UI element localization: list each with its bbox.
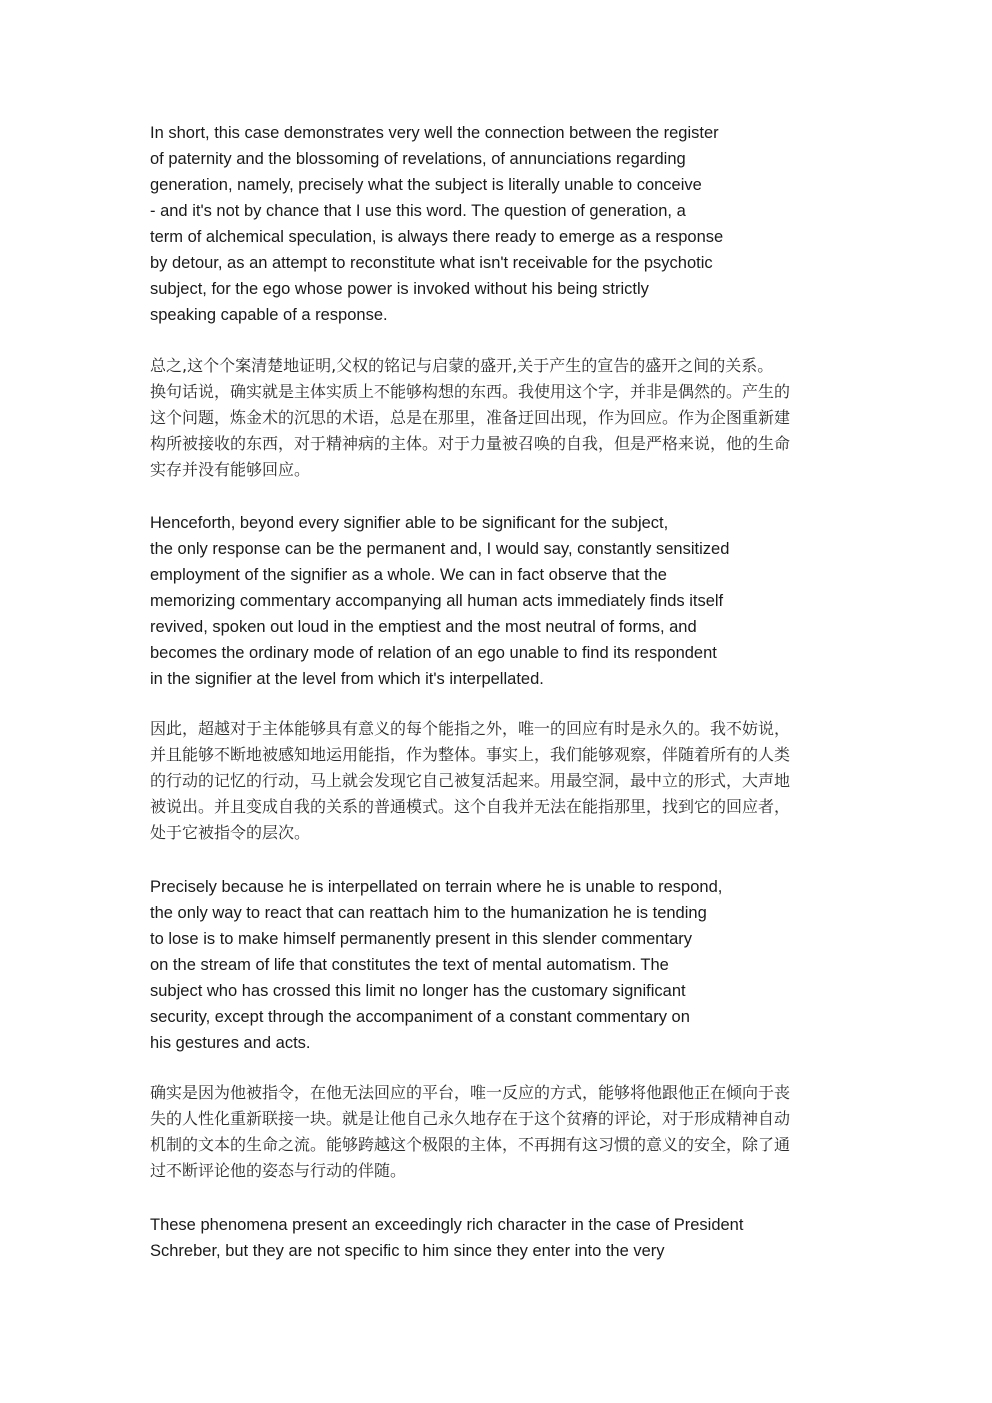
text-line: These phenomena present an exceedingly rich character in the case of President	[150, 1216, 744, 1234]
text-line: becomes the ordinary mode of relation of an ego unable to find its respondent	[150, 644, 717, 662]
text-line: 总之,这个个案清楚地证明,父权的铭记与启蒙的盛开,关于产生的宣告的盛开之间的关系。	[150, 356, 774, 375]
text-line: of paternity and the blossoming of revelations, of annunciations regarding	[150, 150, 686, 168]
text-line: 过不断评论他的姿态与行动的伴随。	[150, 1161, 407, 1180]
text-line: by detour, as an attempt to reconstitute what isn't receivable for the psychotic	[150, 254, 713, 272]
text-line: 处于它被指令的层次。	[150, 823, 311, 842]
text-line: 这个问题，炼金术的沉思的术语，总是在那里，准备迂回出现，作为回应。作为企图重新建	[150, 408, 791, 427]
text-line: subject, for the ego whose power is invoked without his being strictly	[150, 280, 649, 298]
paragraph-zh-3	[150, 1080, 842, 1184]
paragraph-en-2	[150, 510, 840, 692]
text-line: Henceforth, beyond every signifier able to be significant for the subject,	[150, 514, 669, 532]
text-line: - and it's not by chance that I use this word. The question of generation, a	[150, 202, 686, 220]
text-line: the only way to react that can reattach him to the humanization he is tending	[150, 904, 707, 922]
text-line: revived, spoken out loud in the emptiest and the most neutral of forms, and	[150, 618, 697, 636]
paragraph-zh-1	[150, 353, 842, 483]
text-line: generation, namely, precisely what the subject is literally unable to conceive	[150, 176, 702, 194]
paragraph-en-4	[150, 1212, 840, 1264]
text-line: subject who has crossed this limit no longer has the customary significant	[150, 982, 686, 1000]
paragraph-en-3	[150, 874, 840, 1056]
text-line: 因此，超越对于主体能够具有意义的每个能指之外，唯一的回应有时是永久的。我不妨说，	[150, 719, 791, 738]
text-line: 并且能够不断地被感知地运用能指，作为整体。事实上，我们能够观察，伴随着所有的人类	[150, 745, 791, 764]
text-line: 构所被接收的东西，对于精神病的主体。对于力量被召唤的自我，但是严格来说，他的生命	[150, 434, 791, 453]
text-line: in the signifier at the level from which it's interpellated.	[150, 670, 544, 688]
text-line: Precisely because he is interpellated on terrain where he is unable to respond,	[150, 878, 723, 896]
text-line: speaking capable of a response.	[150, 306, 388, 324]
text-line: 失的人性化重新联接一块。就是让他自己永久地存在于这个贫瘠的评论，对于形成精神自动	[150, 1109, 791, 1128]
text-line: 实存并没有能够回应。	[150, 460, 311, 479]
text-line: security, except through the accompaniment of a constant commentary on	[150, 1008, 690, 1026]
text-line: 被说出。并且变成自我的关系的普通模式。这个自我并无法在能指那里，找到它的回应者，	[150, 797, 791, 816]
text-line: In short, this case demonstrates very well the connection between the register	[150, 124, 719, 142]
paragraph-en-1	[150, 120, 840, 328]
text-line: term of alchemical speculation, is always there ready to emerge as a response	[150, 228, 724, 246]
text-line: to lose is to make himself permanently present in this slender commentary	[150, 930, 692, 948]
text-line: 换句话说，确实就是主体实质上不能够构想的东西。我使用这个字，并非是偶然的。产生的	[150, 382, 791, 401]
text-line: 的行动的记忆的行动，马上就会发现它自己被复活起来。用最空洞，最中立的形式，大声地	[150, 771, 791, 790]
text-line: 机制的文本的生命之流。能够跨越这个极限的主体，不再拥有这习惯的意义的安全，除了通	[150, 1135, 791, 1154]
paragraph-zh-2	[150, 716, 842, 846]
text-line: Schreber, but they are not specific to him since they enter into the very	[150, 1242, 665, 1260]
text-line: memorizing commentary accompanying all human acts immediately finds itself	[150, 592, 724, 610]
text-line: 确实是因为他被指令，在他无法回应的平台，唯一反应的方式，能够将他跟他正在倾向于丧	[150, 1083, 791, 1102]
text-line: the only response can be the permanent and, I would say, constantly sensitized	[150, 540, 730, 558]
text-line: employment of the signifier as a whole. We can in fact observe that the	[150, 566, 667, 584]
text-line: his gestures and acts.	[150, 1034, 311, 1052]
text-line: on the stream of life that constitutes the text of mental automatism. The	[150, 956, 669, 974]
